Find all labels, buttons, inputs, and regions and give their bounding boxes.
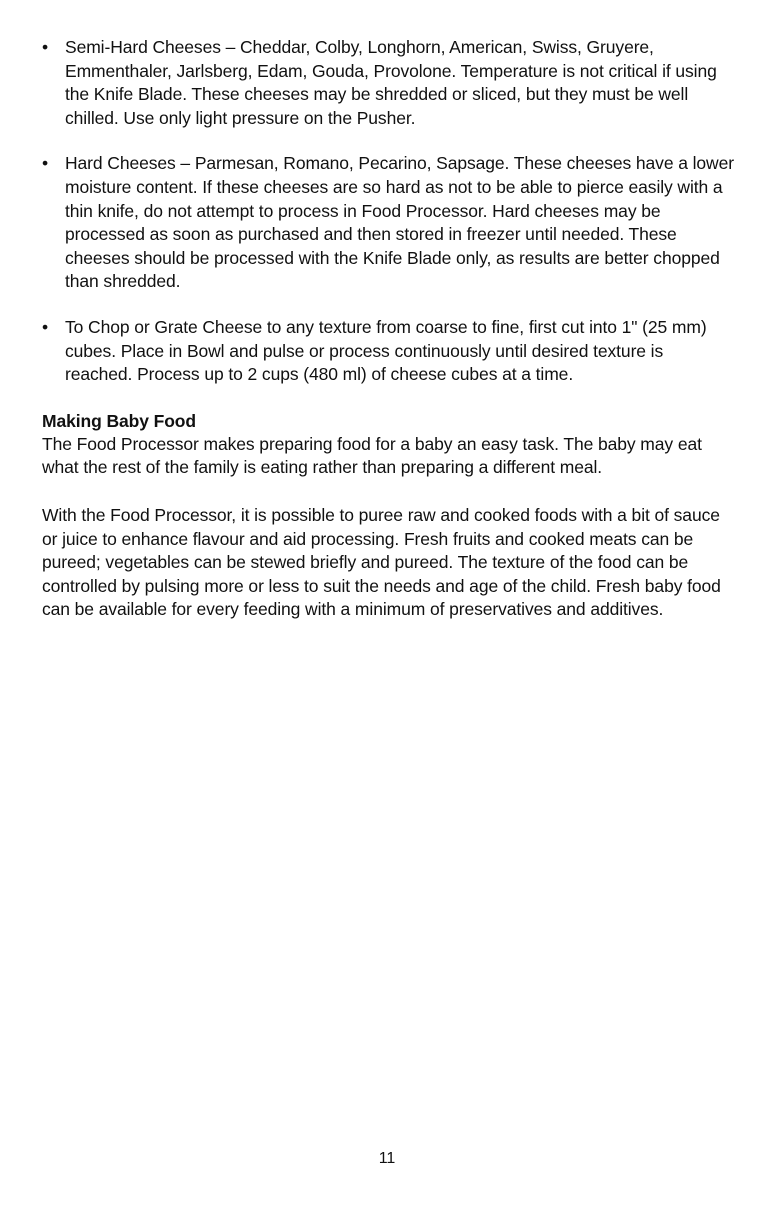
bullet-chop-grate-cheese	[42, 316, 734, 387]
bullet-text: Semi-Hard Cheeses – Cheddar, Colby, Longhorn, American, Swiss, Gruyere, Emmenthaler, Jarlsberg, Edam, Gouda, Provolone. Temperature is not critical if using the Knife Blade. These cheeses may be shredded or sliced, but they must be well chilled. Use only light pressure on the Pusher.	[65, 37, 717, 128]
page-content	[42, 36, 734, 646]
bullet-semi-hard-cheeses	[42, 36, 734, 130]
section-heading: Making Baby Food	[42, 410, 196, 431]
bullet-hard-cheeses	[42, 152, 734, 294]
page-number: 11	[378, 1150, 396, 1167]
section-paragraph-intro: The Food Processor makes preparing food for a baby an easy task. The baby may eat what the rest of the family is eating rather than preparing a different meal.	[42, 433, 702, 478]
bullet-marker: •	[42, 153, 49, 174]
section-paragraph-details: With the Food Processor, it is possible to puree raw and cooked foods with a bit of sauce or juice to enhance flavour and aid processing. Fresh fruits and cooked meats can be pureed; vegetables can be stewed briefly and pureed. The texture of the food can be controlled by pulsing more or less to suit the needs and age of the child. Fresh baby food can be available for every feeding with a minimum of preservatives and additives.	[42, 504, 721, 620]
bullet-text: To Chop or Grate Cheese to any texture from coarse to fine, first cut into 1" (25 mm) cubes. Place in Bowl and pulse or process continuously until desired texture is reached. Process up to 2 cups (480 ml) of cheese cubes at a time.	[65, 316, 707, 385]
bullet-marker: •	[42, 316, 49, 337]
bullet-text: Hard Cheeses – Parmesan, Romano, Pecarino, Sapsage. These cheeses have a lower moisture content. If these cheeses are so hard as not to be able to pierce easily with a thin knife, do not attempt to process in Food Processor. Hard cheeses may be processed as soon as purchased and then stored in freezer until needed. These cheeses should be processed with the Knife Blade only, as results are better chopped than shredded.	[65, 153, 734, 292]
bullet-marker: •	[42, 37, 49, 57]
cheese-bullet-list	[42, 36, 734, 387]
